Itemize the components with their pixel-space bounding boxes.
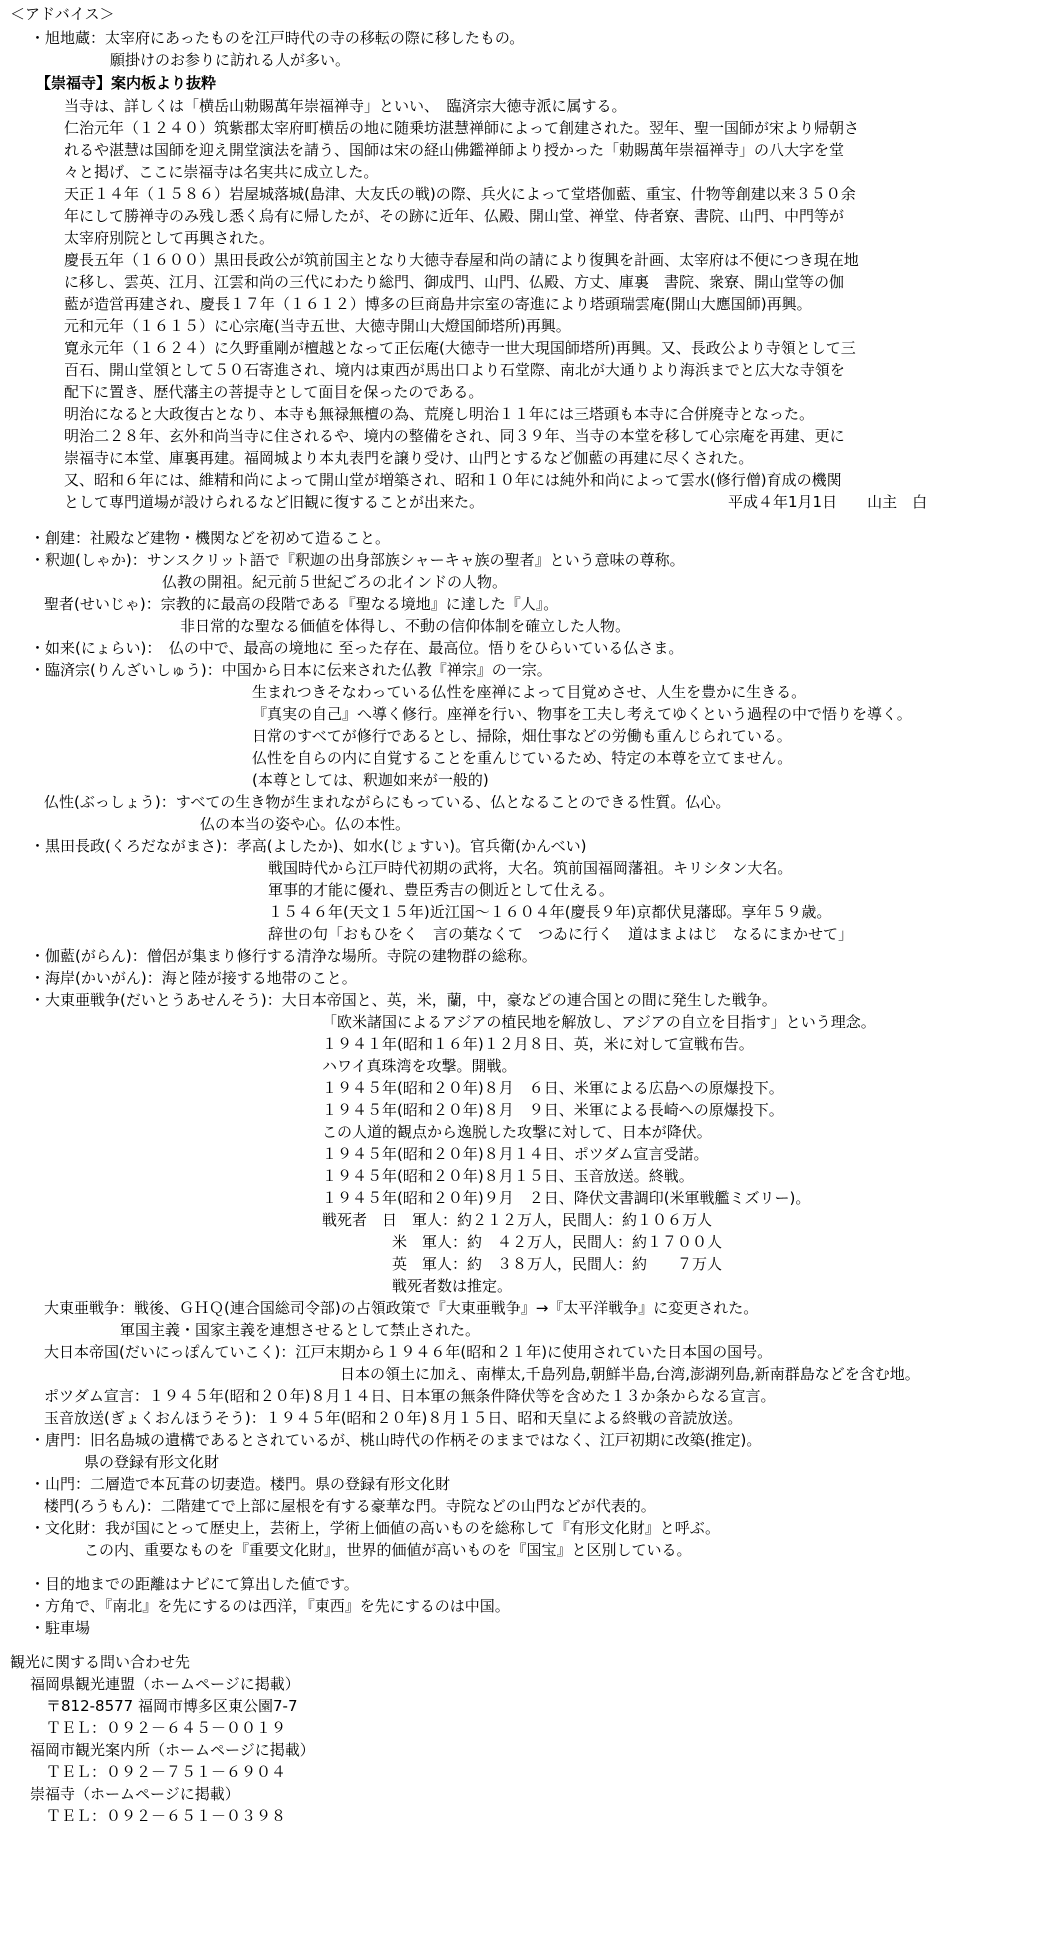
text-line: 大東亜戦争：戦後、ＧＨＱ(連合国総司令部)の占領政策で『大東亜戦争』→『太平洋戦争』に変更された。 bbox=[44, 1299, 759, 1317]
text-line: ・唐門：旧名島城の遺構であるとされているが、桃山時代の作柄そのままではなく、江戸初期に改築(推定)。 bbox=[30, 1431, 762, 1449]
text-line: ＴＥＬ：０９２－７５１－６９０４ bbox=[46, 1763, 287, 1781]
text-line: 々と掲げ、ここに崇福寺は名実共に成立した。 bbox=[64, 163, 379, 181]
text-line: 仁治元年（１２４０）筑紫郡太宰府町横岳の地に随乗坊湛慧禅師によって創建された。翌年、聖一国師が宋より帰朝さ bbox=[64, 119, 860, 137]
text-line: として専門道場が設けられるなど旧観に復することが出来た。 bbox=[64, 493, 485, 511]
text-line: 〒812-8577 福岡市博多区東公園7-7 bbox=[46, 1697, 298, 1715]
text-line: 又、昭和６年には、維精和尚によって開山堂が増築され、昭和１０年には純外和尚によって雲水(修行僧)育成の機関 bbox=[64, 471, 842, 489]
text-line: 仏性を自らの内に自覚することを重んじているため、特定の本尊を立てません。 bbox=[252, 749, 793, 767]
text-line: この内、重要なものを『重要文化財』，世界的価値が高いものを『国宝』と区別している。 bbox=[84, 1541, 692, 1559]
text-line: ・如来(にょらい)： 仏の中で、最高の境地に 至った存在、最高位。悟りをひらいている仏さま。 bbox=[30, 639, 684, 657]
text-line: 日常のすべてが修行であるとし、掃除，畑仕事などの労働も重んじられている。 bbox=[252, 727, 792, 745]
text-line: 観光に関する問い合わせ先 bbox=[10, 1653, 191, 1671]
text-line: に移し、雲英、江月、江雲和尚の三代にわたり総門、御成門、山門、仏殿、方丈、庫裏 書院、衆寮、開山堂等の伽 bbox=[64, 273, 845, 291]
text-line: 百石、開山堂領として５０石寄進され、境内は東西が馬出口より石堂際、南北が大通りより海浜までと広大な寺領を bbox=[64, 361, 845, 379]
text-line: 「欧米諸国によるアジアの植民地を解放し、アジアの自立を目指す」という理念。 bbox=[322, 1013, 876, 1031]
text-line: ・黒田長政(くろだながまさ)：孝高(よしたか)、如水(じょすい)。官兵衛(かんべい) bbox=[30, 837, 587, 855]
text-line: ・大東亜戦争(だいとうあせんそう)：大日本帝国と、英，米，蘭，中，豪などの連合国との間に発生した戦争。 bbox=[30, 991, 777, 1009]
text-line: 戦国時代から江戸時代初期の武将，大名。筑前国福岡藩祖。キリシタン大名。 bbox=[268, 859, 793, 877]
text-line: 大日本帝国(だいにっぽんていこく)：江戸末期から１９４６年(昭和２１年)に使用されていた日本国の国号。 bbox=[44, 1343, 773, 1361]
text-line: (本尊としては、釈迦如来が一般的) bbox=[252, 771, 489, 789]
text-line: １９４５年(昭和２０年)９月 ２日、降伏文書調印(米軍戦艦ミズリー)。 bbox=[322, 1189, 811, 1207]
text-line: １９４１年(昭和１６年)１２月８日、英，米に対して宣戦布告。 bbox=[322, 1035, 754, 1053]
text-line: 福岡県観光連盟（ホームページに掲載） bbox=[30, 1675, 300, 1693]
text-line: 非日常的な聖なる価値を体得し、不動の信仰体制を確立した人物。 bbox=[180, 617, 631, 635]
text-line: ・駐車場 bbox=[30, 1619, 91, 1637]
text-line: 明治二２８年、玄外和尚当寺に住されるや、境内の整備をされ、同３９年、当寺の本堂を移して心宗庵を再建、更に bbox=[64, 427, 845, 445]
text-line: 聖者(せいじゃ)：宗教的に最高の段階である『聖なる境地』に達した『人』。 bbox=[44, 595, 559, 613]
text-line: １５４６年(天文１５年)近江国～１６０４年(慶長９年)京都伏見藩邸。享年５９歳。 bbox=[268, 903, 832, 921]
text-line: ・旭地蔵：太宰府にあったものを江戸時代の寺の移転の際に移したもの。 bbox=[30, 29, 525, 47]
text-line: 戦死者数は推定。 bbox=[392, 1277, 513, 1295]
text-line: ・文化財：我が国にとって歴史上，芸術上，学術上価値の高いものを総称して『有形文化財』と呼ぶ。 bbox=[30, 1519, 721, 1537]
text-line: 英 軍人：約 ３８万人，民間人：約 ７万人 bbox=[392, 1255, 723, 1273]
text-line: 仏の本当の姿や心。仏の本性。 bbox=[200, 815, 411, 833]
text-line: ・目的地までの距離はナビにて算出した値です。 bbox=[30, 1575, 359, 1593]
text-line: 願掛けのお参りに訪れる人が多い。 bbox=[110, 51, 351, 69]
text-line: 県の登録有形文化財 bbox=[84, 1453, 220, 1471]
text-line: 年にして勝禅寺のみ残し悉く烏有に帰したが、その跡に近年、仏殿、開山堂、禅堂、侍者寮、書院、山門、中門等が bbox=[64, 207, 845, 225]
text-line: この人道的観点から逸脱した攻撃に対して、日本が降伏。 bbox=[322, 1123, 712, 1141]
text-line: １９４５年(昭和２０年)８月１５日、玉音放送。終戦。 bbox=[322, 1167, 694, 1185]
text-line: ・山門：二層造で本瓦葺の切妻造。楼門。県の登録有形文化財 bbox=[30, 1475, 451, 1493]
text-line: 米 軍人：約 ４２万人，民間人：約１７００人 bbox=[392, 1233, 723, 1251]
text-line: ・方角で、『南北』を先にするのは西洋，『東西』を先にするのは中国。 bbox=[30, 1597, 510, 1615]
text-line: 玉音放送(ぎょくおんほうそう)：１９４５年(昭和２０年)８月１５日、昭和天皇による終戦の音読放送。 bbox=[44, 1409, 743, 1427]
text-line: １９４５年(昭和２０年)８月 ６日、米軍による広島への原爆投下。 bbox=[322, 1079, 784, 1097]
text-line: 天正１４年（１５８６）岩屋城落城(島津、大友氏の戦)の際、兵火によって堂塔伽藍、重宝、什物等創建以来３５０余 bbox=[64, 185, 856, 203]
text-line: 仏性(ぶっしょう)：すべての生き物が生まれながらにもっている、仏となることのできる性質。仏心。 bbox=[44, 793, 731, 811]
text-line: 慶長五年（１６００）黒田長政公が筑前国主となり大徳寺春屋和尚の請により復興を計画、太宰府は不便につき現在地 bbox=[64, 251, 859, 269]
text-line: ・釈迦(しゃか)：サンスクリット語で『釈迦の出身部族シャーキャ族の聖者』という意味の尊称。 bbox=[30, 551, 685, 569]
text-line: 太宰府別院として再興された。 bbox=[64, 229, 275, 247]
text-line: 日本の領土に加え、南樺太,千島列島,朝鮮半島,台湾,澎湖列島,新南群島などを含む地。 bbox=[340, 1365, 920, 1383]
text-line: ・海岸(かいがん)：海と陸が接する地帯のこと。 bbox=[30, 969, 357, 987]
text-line: 藍が造営再建され、慶長１７年（１６１２）博多の巨商島井宗室の寄進により塔頭瑞雲庵(開山大應国師)再興。 bbox=[64, 295, 812, 313]
text-line: 平成４年1月1日 山主 白 bbox=[728, 493, 928, 511]
text-line: ・創建：社殿など建物・機関などを初めて造ること。 bbox=[30, 529, 391, 547]
text-line: 明治になると大政復古となり、本寺も無禄無檀の為、荒廃し明治１１年には三塔頭も本寺に合併廃寺となった。 bbox=[64, 405, 815, 423]
text-line: ハワイ真珠湾を攻撃。開戦。 bbox=[322, 1057, 517, 1075]
text-line: 生まれつきそなわっている仏性を座禅によって目覚めさせ、人生を豊かに生きる。 bbox=[252, 683, 807, 701]
text-line: 戦死者 日 軍人：約２１２万人，民間人：約１０６万人 bbox=[322, 1211, 713, 1229]
text-line: 辞世の句「おもひをく 言の葉なくて つゐに行く 道はまよはじ なるにまかせて」 bbox=[268, 925, 854, 943]
text-line: 楼門(ろうもん)：二階建てで上部に屋根を有する豪華な門。寺院などの山門などが代表的。 bbox=[44, 1497, 656, 1515]
text-line: 軍国主義・国家主義を連想させるとして禁止された。 bbox=[120, 1321, 481, 1339]
text-line: れるや湛慧は国師を迎え開堂演法を請う、国師は宋の経山佛鑑禅師より授かった「勅賜萬年崇福禅寺」の八大字を堂 bbox=[64, 141, 845, 159]
text-line: 崇福寺に本堂、庫裏再建。福岡城より本丸表門を譲り受け、山門とするなど伽藍の再建に尽くされた。 bbox=[64, 449, 754, 467]
text-line: ポツダム宣言：１９４５年(昭和２０年)８月１４日、日本軍の無条件降伏等を含めた１３か条からなる宣言。 bbox=[44, 1387, 776, 1405]
text-line: 当寺は、詳しくは「横岳山勅賜萬年崇福禅寺」といい、 臨済宗大徳寺派に属する。 bbox=[64, 97, 627, 115]
text-line: 元和元年（１６１５）に心宗庵(当寺五世、大徳寺開山大燈国師塔所)再興。 bbox=[64, 317, 571, 335]
text-line: １９４５年(昭和２０年)８月 ９日、米軍による長崎への原爆投下。 bbox=[322, 1101, 784, 1119]
text-line: ＴＥＬ：０９２－６４５－００１９ bbox=[46, 1719, 287, 1737]
text-line: ＴＥＬ：０９２－６５１－０３９８ bbox=[46, 1807, 287, 1825]
text-line: 崇福寺（ホームページに掲載） bbox=[30, 1785, 240, 1803]
text-line: ＜アドバイス＞ bbox=[10, 5, 115, 23]
text-line: 福岡市観光案内所（ホームページに掲載） bbox=[30, 1741, 315, 1759]
text-line: １９４５年(昭和２０年)８月１４日、ポツダム宣言受諾。 bbox=[322, 1145, 709, 1163]
text-line: 軍事的才能に優れ、豊臣秀吉の側近として仕える。 bbox=[268, 881, 614, 899]
text-line: 【崇福寺】案内板より抜粋 bbox=[36, 74, 217, 92]
text-line: ・臨済宗(りんざいしゅう)：中国から日本に伝来された仏教『禅宗』の一宗。 bbox=[30, 661, 552, 679]
text-line: ・伽藍(がらん)：僧侶が集まり修行する清浄な場所。寺院の建物群の総称。 bbox=[30, 947, 537, 965]
text-line: 仏教の開祖。紀元前５世紀ごろの北インドの人物。 bbox=[162, 573, 508, 591]
text-line: 配下に置き、歴代藩主の菩提寺として面目を保ったのである。 bbox=[64, 383, 484, 401]
text-line: 寛永元年（１６２４）に久野重剛が檀越となって正伝庵(大徳寺一世大現国師塔所)再興。又、長政公より寺領として三 bbox=[64, 339, 856, 357]
text-line: 『真実の自己』へ導く修行。座禅を行い、物事を工夫し考えてゆくという過程の中で悟りを導く。 bbox=[252, 705, 912, 723]
